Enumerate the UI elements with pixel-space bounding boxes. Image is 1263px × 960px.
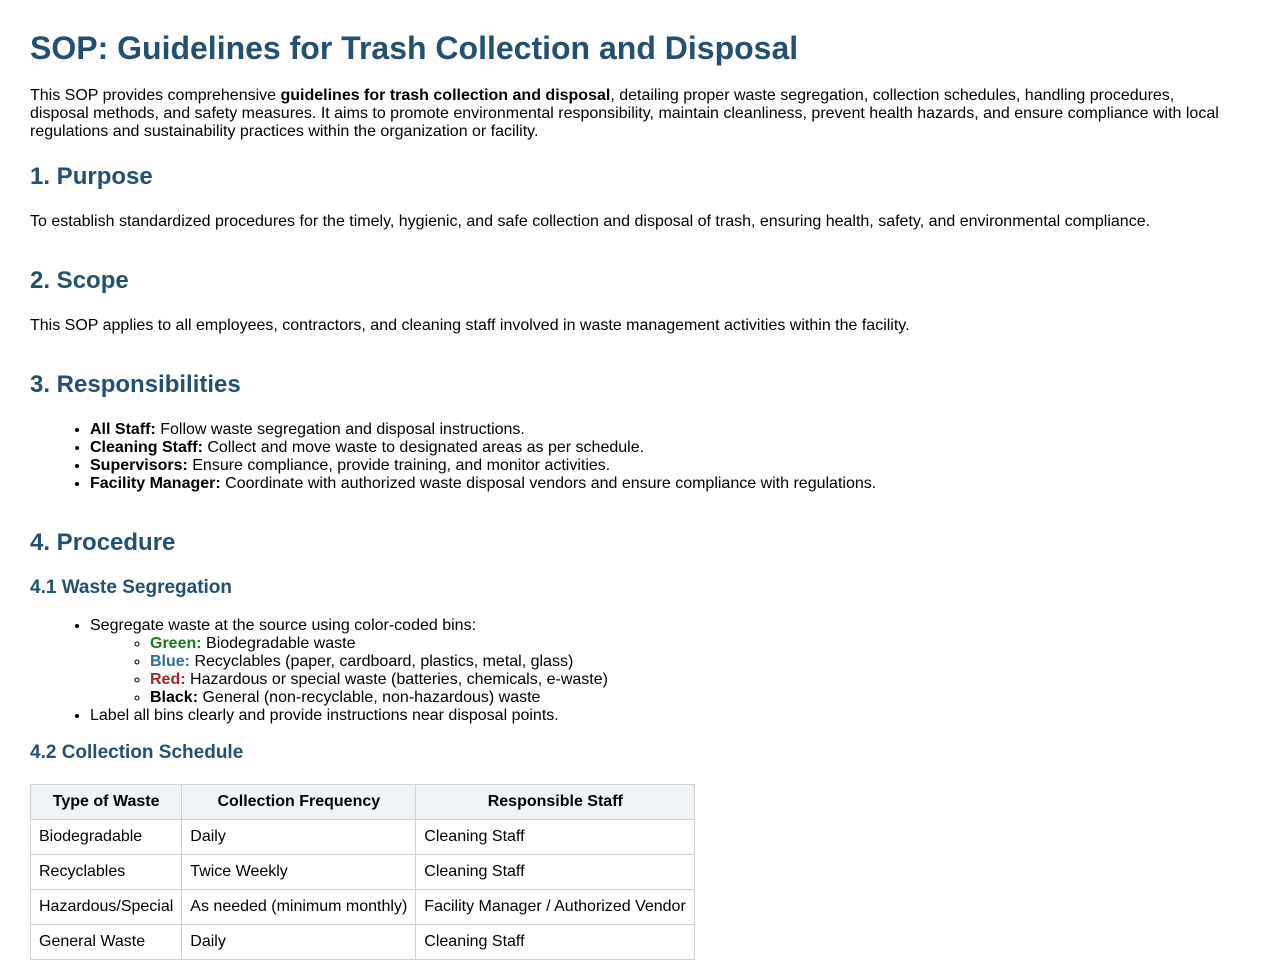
table-cell: Daily bbox=[182, 925, 416, 960]
label-bins-text: Label all bins clearly and provide instructions near disposal points. bbox=[90, 707, 559, 724]
table-row bbox=[31, 925, 695, 960]
purpose-heading: 1. Purpose bbox=[30, 163, 153, 190]
table-cell: Daily bbox=[182, 820, 416, 855]
segregation-list bbox=[30, 617, 1233, 725]
collection-schedule-table bbox=[30, 784, 695, 960]
table-row bbox=[31, 890, 695, 925]
role-label: Cleaning Staff: bbox=[90, 439, 203, 456]
table-cell: Hazardous/Special bbox=[31, 890, 182, 925]
bin-list bbox=[90, 635, 1233, 707]
table-cell: As needed (minimum monthly) bbox=[182, 890, 416, 925]
column-header: Responsible Staff bbox=[416, 785, 695, 820]
intro-paragraph bbox=[30, 87, 1230, 141]
intro-text-end: , detailing proper waste segregation, collection schedules, handling procedures, disposal methods, and safety measures. It aims to promote environmental responsibility, maintain cleanliness, prevent health hazards, and ensure compliance with local regulations and sustainability practices within the organization or facility. bbox=[30, 87, 1219, 140]
role-label: Facility Manager: bbox=[90, 475, 221, 492]
table-row bbox=[31, 820, 695, 855]
bin-label: Red: bbox=[150, 671, 186, 688]
list-item bbox=[90, 617, 1233, 707]
intro-text-start: This SOP provides comprehensive bbox=[30, 87, 281, 104]
table-header-row bbox=[31, 785, 695, 820]
bin-label: Blue: bbox=[150, 653, 190, 670]
role-label: All Staff: bbox=[90, 421, 156, 438]
table-cell: Facility Manager / Authorized Vendor bbox=[416, 890, 695, 925]
table-cell: Twice Weekly bbox=[182, 855, 416, 890]
column-header: Type of Waste bbox=[31, 785, 182, 820]
segregation-heading: 4.1 Waste Segregation bbox=[30, 577, 233, 598]
bin-label: Green: bbox=[150, 635, 202, 652]
table-cell: Cleaning Staff bbox=[416, 855, 695, 890]
table-row bbox=[31, 855, 695, 890]
schedule-heading: 4.2 Collection Schedule bbox=[30, 742, 244, 763]
list-item bbox=[90, 421, 1233, 439]
table-cell: Cleaning Staff bbox=[416, 820, 695, 855]
table-cell: General Waste bbox=[31, 925, 182, 960]
bin-text: Biodegradable waste bbox=[201, 635, 356, 652]
role-text: Coordinate with authorized waste disposal vendors and ensure compliance with regulations. bbox=[220, 475, 877, 492]
page-title: SOP: Guidelines for Trash Collection and Disposal bbox=[30, 30, 799, 66]
responsibilities-list bbox=[30, 421, 1233, 493]
table-cell: Cleaning Staff bbox=[416, 925, 695, 960]
bin-text: General (non-recyclable, non-hazardous) waste bbox=[198, 689, 541, 706]
bin-item-blue bbox=[150, 653, 1233, 671]
bin-text: Hazardous or special waste (batteries, chemicals, e-waste) bbox=[185, 671, 608, 688]
segregation-text: Segregate waste at the source using color-coded bins: bbox=[90, 617, 477, 634]
bin-item-red bbox=[150, 671, 1233, 689]
list-item bbox=[90, 707, 1233, 725]
list-item bbox=[90, 439, 1233, 457]
role-text: Collect and move waste to designated areas as per schedule. bbox=[202, 439, 645, 456]
table-cell: Recyclables bbox=[31, 855, 182, 890]
column-header: Collection Frequency bbox=[182, 785, 416, 820]
bin-item-green bbox=[150, 635, 1233, 653]
purpose-text: To establish standardized procedures for the timely, hygienic, and safe collection and disposal of trash, ensuring health, safety, and environmental compliance. bbox=[30, 213, 1151, 230]
scope-heading: 2. Scope bbox=[30, 267, 129, 294]
intro-bold-phrase: guidelines for trash collection and disposal bbox=[280, 87, 611, 104]
role-label: Supervisors: bbox=[90, 457, 188, 474]
bin-text: Recyclables (paper, cardboard, plastics, metal, glass) bbox=[190, 653, 574, 670]
role-text: Follow waste segregation and disposal instructions. bbox=[155, 421, 525, 438]
list-item bbox=[90, 475, 1233, 493]
bin-label: Black: bbox=[150, 689, 199, 706]
table-cell: Biodegradable bbox=[31, 820, 182, 855]
bin-item-black bbox=[150, 689, 1233, 707]
procedure-heading: 4. Procedure bbox=[30, 529, 176, 556]
list-item bbox=[90, 457, 1233, 475]
role-text: Ensure compliance, provide training, and monitor activities. bbox=[187, 457, 611, 474]
scope-text: This SOP applies to all employees, contractors, and cleaning staff involved in waste management activities within the facility. bbox=[30, 317, 910, 334]
responsibilities-heading: 3. Responsibilities bbox=[30, 371, 241, 398]
